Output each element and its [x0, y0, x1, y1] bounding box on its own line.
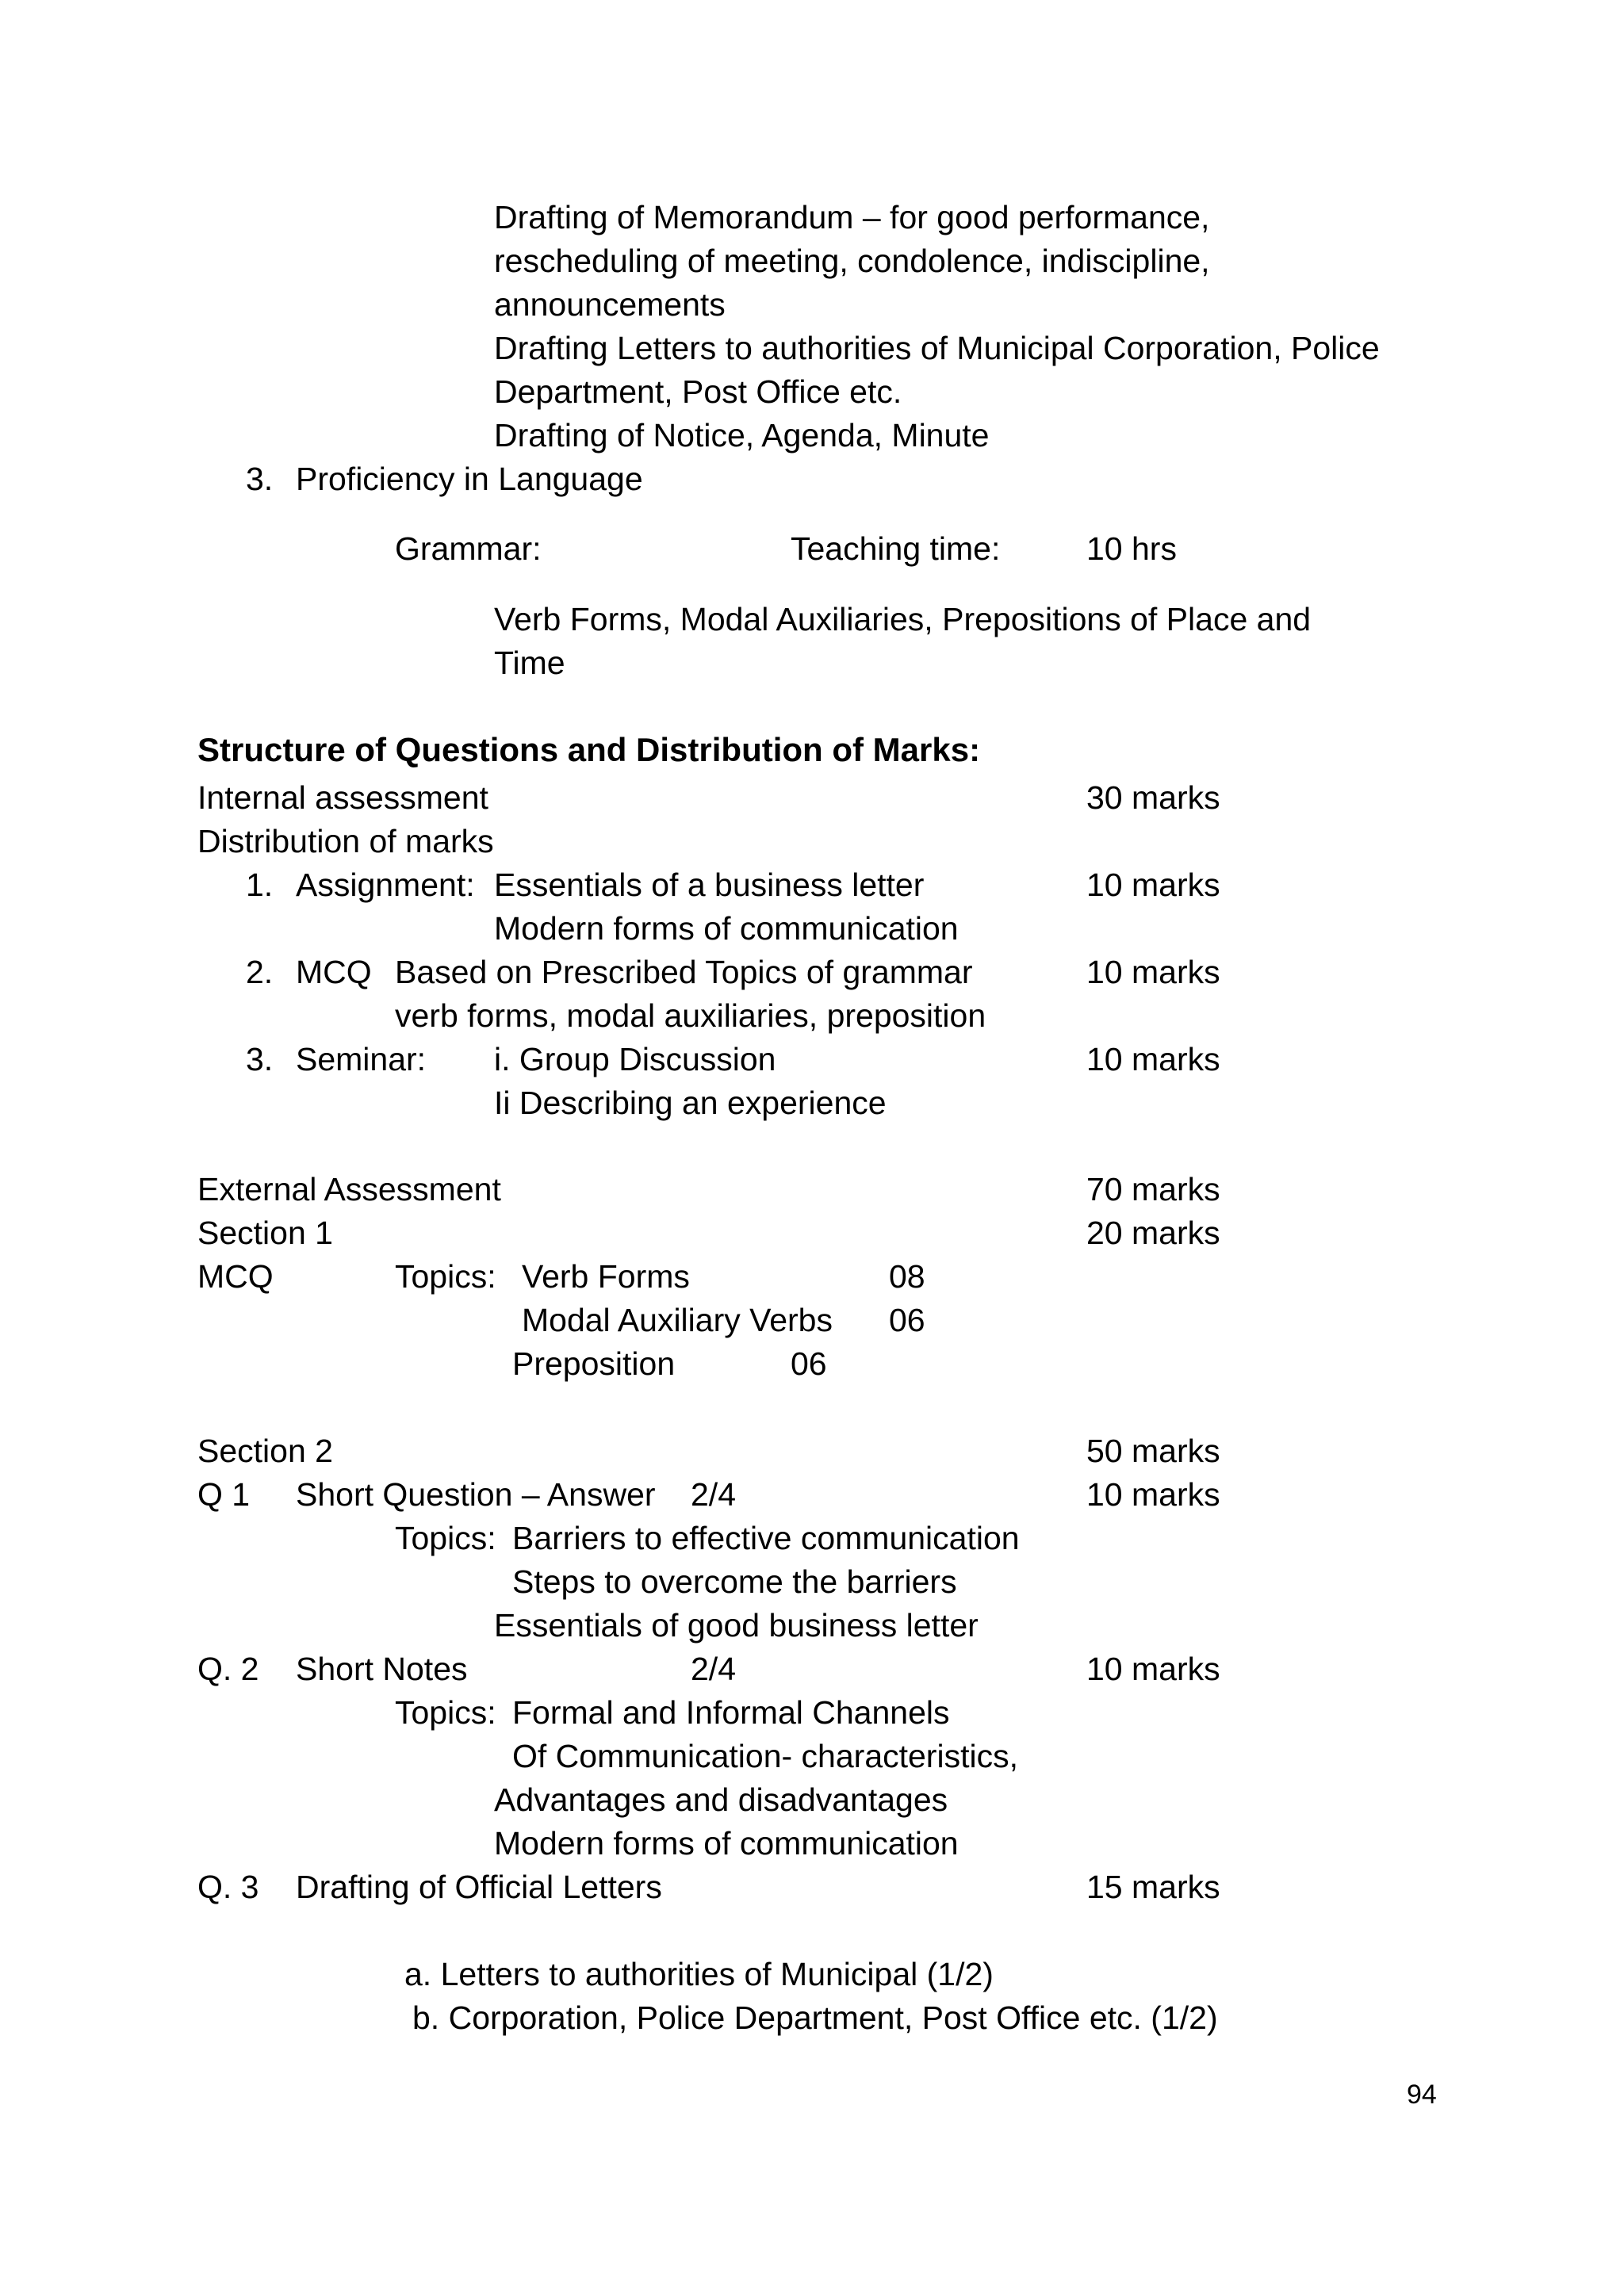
q2-topic-4: Modern forms of communication — [494, 1825, 959, 1862]
letters-line-1: Drafting Letters to authorities of Municipal Corporation, Police — [494, 330, 1380, 366]
q3-title: Drafting of Official Letters — [296, 1869, 662, 1905]
section-2-marks: 50 marks — [1086, 1433, 1220, 1469]
assignment-line-2: Modern forms of communication — [494, 910, 959, 947]
mcq-label: MCQ — [296, 954, 372, 990]
q2-ratio: 2/4 — [691, 1651, 736, 1687]
grammar-topics-line-1: Verb Forms, Modal Auxiliaries, Prepositions of Place and — [494, 601, 1312, 637]
notice-line: Drafting of Notice, Agenda, Minute — [494, 417, 990, 453]
q1-title: Short Question – Answer — [296, 1476, 656, 1513]
q1-topic-2: Steps to overcome the barriers — [512, 1563, 957, 1600]
q1-number: Q 1 — [197, 1476, 251, 1513]
topic-verb-forms: Verb Forms — [522, 1258, 690, 1295]
memo-line-3: announcements — [494, 286, 726, 323]
structure-heading: Structure of Questions and Distribution of Marks: — [197, 731, 981, 768]
q3-item-b: b. Corporation, Police Department, Post Office etc. (1/2) — [412, 1999, 1218, 2036]
grammar-label: Grammar: — [395, 530, 542, 567]
section-1-marks: 20 marks — [1086, 1215, 1220, 1251]
q1-topic-1: Barriers to effective communication — [512, 1520, 1020, 1556]
q1-ratio: 2/4 — [691, 1476, 736, 1513]
distribution-label: Distribution of marks — [197, 823, 494, 859]
q2-number: Q. 2 — [197, 1651, 259, 1687]
grammar-topics-line-2: Time — [494, 645, 565, 681]
internal-item-number: 1. — [246, 867, 274, 903]
letters-line-2: Department, Post Office etc. — [494, 373, 902, 410]
mcq-line-1: Based on Prescribed Topics of grammar — [395, 954, 973, 990]
q1-topics-label: Topics: — [395, 1520, 496, 1556]
q1-marks: 10 marks — [1086, 1476, 1220, 1513]
assignment-line-1: Essentials of a business letter — [494, 867, 925, 903]
q3-item-a: a. Letters to authorities of Municipal (1/2) — [404, 1956, 994, 1992]
topic-verb-forms-count: 08 — [889, 1258, 925, 1295]
teaching-time-label: Teaching time: — [791, 530, 1001, 567]
internal-assessment-label: Internal assessment — [197, 779, 488, 816]
section-1-topics-label: Topics: — [395, 1258, 496, 1295]
mcq-marks: 10 marks — [1086, 954, 1220, 990]
memo-line-1: Drafting of Memorandum – for good performance, — [494, 199, 1210, 235]
section-1-label: Section 1 — [197, 1215, 333, 1251]
seminar-line-2: Ii Describing an experience — [494, 1085, 887, 1121]
mcq-line-2: verb forms, modal auxiliaries, preposition — [395, 997, 986, 1034]
topic-modal-verbs: Modal Auxiliary Verbs — [522, 1302, 833, 1338]
proficiency-title: Proficiency in Language — [296, 461, 643, 497]
q3-number: Q. 3 — [197, 1869, 259, 1905]
seminar-label: Seminar: — [296, 1041, 427, 1077]
assignment-label: Assignment: — [296, 867, 475, 903]
q1-topic-3: Essentials of good business letter — [494, 1607, 979, 1644]
seminar-marks: 10 marks — [1086, 1041, 1220, 1077]
internal-item-number: 2. — [246, 954, 274, 990]
q2-topic-2: Of Communication- characteristics, — [512, 1738, 1018, 1774]
section-1-mcq-label: MCQ — [197, 1258, 274, 1295]
section-2-label: Section 2 — [197, 1433, 333, 1469]
q2-topics-label: Topics: — [395, 1694, 496, 1731]
topic-preposition: Preposition — [512, 1345, 676, 1382]
external-assessment-marks: 70 marks — [1086, 1171, 1220, 1207]
assignment-marks: 10 marks — [1086, 867, 1220, 903]
page-number: 94 — [1407, 2080, 1437, 2110]
internal-assessment-marks: 30 marks — [1086, 779, 1220, 816]
q2-marks: 10 marks — [1086, 1651, 1220, 1687]
internal-item-number: 3. — [246, 1041, 274, 1077]
teaching-time-value: 10 hrs — [1086, 530, 1177, 567]
q3-marks: 15 marks — [1086, 1869, 1220, 1905]
seminar-line-1: i. Group Discussion — [494, 1041, 776, 1077]
topic-preposition-count: 06 — [791, 1345, 827, 1382]
topic-modal-verbs-count: 06 — [889, 1302, 925, 1338]
external-assessment-label: External Assessment — [197, 1171, 501, 1207]
memo-line-2: rescheduling of meeting, condolence, indiscipline, — [494, 243, 1210, 279]
proficiency-number: 3. — [246, 461, 274, 497]
q2-title: Short Notes — [296, 1651, 468, 1687]
q2-topic-3: Advantages and disadvantages — [494, 1781, 948, 1818]
q2-topic-1: Formal and Informal Channels — [512, 1694, 950, 1731]
